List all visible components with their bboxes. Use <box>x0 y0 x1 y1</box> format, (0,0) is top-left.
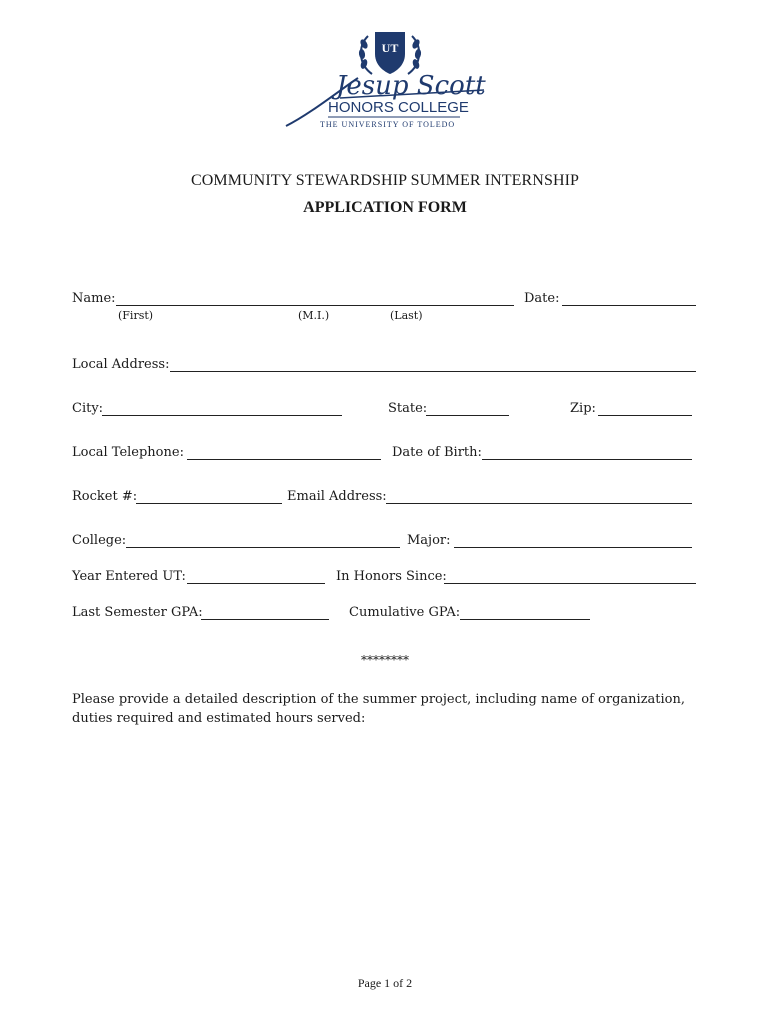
year-entered-label: Year Entered UT: <box>72 569 186 584</box>
description-prompt: Please provide a detailed description of the summer project, including name of organization, duties required and estimated hours served: <box>72 692 686 726</box>
form-subtitle: APPLICATION FORM <box>303 199 467 216</box>
email-label: Email Address: <box>287 489 387 504</box>
city-label: City: <box>72 401 104 416</box>
date-of-birth-field[interactable] <box>482 459 692 460</box>
honors-college-logo <box>280 28 490 134</box>
honors-since-label: In Honors Since: <box>336 569 447 584</box>
name-last-hint: (Last) <box>390 309 423 322</box>
section-separator: ******** <box>361 653 409 667</box>
local-address-label: Local Address: <box>72 357 170 372</box>
city-field[interactable] <box>102 415 342 416</box>
state-field[interactable] <box>426 415 509 416</box>
major-field[interactable] <box>454 547 692 548</box>
local-telephone-label: Local Telephone: <box>72 445 184 460</box>
date-of-birth-label: Date of Birth: <box>392 445 482 460</box>
local-address-field[interactable] <box>170 371 696 372</box>
year-entered-field[interactable] <box>187 583 325 584</box>
date-label: Date: <box>524 291 560 306</box>
state-label: State: <box>388 401 428 416</box>
last-semester-gpa-field[interactable] <box>201 619 329 620</box>
logo-script-name: Jesup Scott <box>336 71 486 101</box>
local-telephone-field[interactable] <box>187 459 381 460</box>
college-field[interactable] <box>126 547 400 548</box>
rocket-number-field[interactable] <box>136 503 282 504</box>
date-field[interactable] <box>562 305 696 306</box>
logo-graphic <box>280 28 490 134</box>
honors-since-field[interactable] <box>444 583 696 584</box>
email-field[interactable] <box>386 503 692 504</box>
form-title: COMMUNITY STEWARDSHIP SUMMER INTERNSHIP <box>190 172 580 189</box>
zip-label: Zip: <box>570 401 596 416</box>
page-number: Page 1 of 2 <box>357 976 413 990</box>
emblem-text: UT <box>381 41 399 55</box>
rocket-number-label: Rocket #: <box>72 489 138 504</box>
name-first-hint: (First) <box>118 309 154 322</box>
last-semester-gpa-label: Last Semester GPA: <box>72 605 203 620</box>
zip-field[interactable] <box>598 415 692 416</box>
logo-college-name: HONORS COLLEGE <box>328 99 469 116</box>
college-label: College: <box>72 533 127 548</box>
cumulative-gpa-label: Cumulative GPA: <box>349 605 461 620</box>
name-field[interactable] <box>116 305 514 306</box>
name-label: Name: <box>72 291 116 306</box>
cumulative-gpa-field[interactable] <box>460 619 590 620</box>
logo-university-name: THE UNIVERSITY OF TOLEDO <box>320 120 456 129</box>
major-label: Major: <box>407 533 451 548</box>
name-mi-hint: (M.I.) <box>298 309 330 322</box>
